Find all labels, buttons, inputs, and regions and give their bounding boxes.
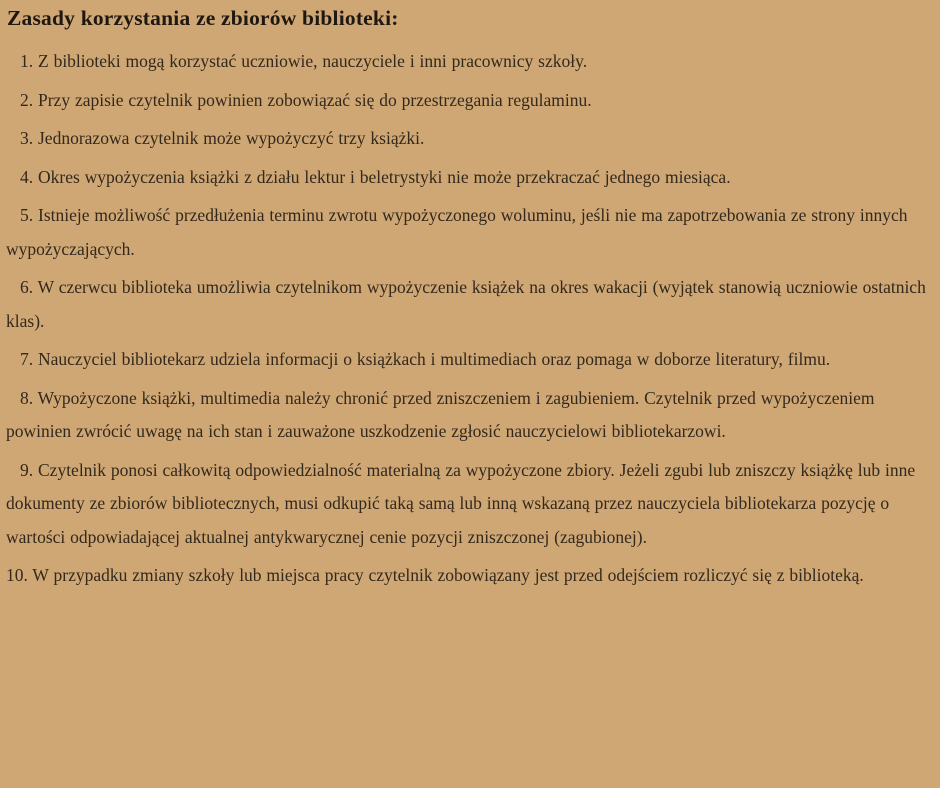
rule-item-1: 1. Z biblioteki mogą korzystać uczniowie, nauczyciele i inni pracownicy szkoły.: [20, 51, 588, 71]
page-title: Zasady korzystania ze zbiorów biblioteki:: [7, 6, 399, 30]
rule-item-5: 5. Istnieje możliwość przedłużenia terminu zwrotu wypożyczonego woluminu, jeśli nie ma zapotrzebowania ze strony innych wypożyczających.: [6, 205, 908, 259]
rule-item-9: 9. Czytelnik ponosi całkowitą odpowiedzialność materialną za wypożyczone zbiory. Jeżeli zgubi lub zniszczy książkę lub inne dokumenty ze zbiorów bibliotecznych, musi odkupić taką samą lub inną wskazaną przez nauczyciela bibliotekarza pozycję o wartości odpowiadającej aktualnej antykwarycznej cenie pozycji zniszczonej (zagubionej).: [6, 459, 916, 547]
rule-item-2: 2. Przy zapisie czytelnik powinien zobowiązać się do przestrzegania regulaminu.: [20, 89, 592, 110]
rule-item-7: 7. Nauczyciel bibliotekarz udziela informacji o książkach i multimediach oraz pomaga w doborze literatury, filmu.: [20, 349, 831, 369]
rule-item-10: 10. W przypadku zmiany szkoły lub miejsca pracy czytelnik zobowiązany jest przed odejściem rozliczyć się z biblioteką.: [6, 565, 864, 585]
rule-item-6: 6. W czerwcu biblioteka umożliwia czytelnikom wypożyczenie książek na okres wakacji (wyjątek stanowią uczniowie ostatnich klas).: [6, 277, 926, 331]
rule-item-3: 3. Jednorazowa czytelnik może wypożyczyć trzy książki.: [20, 128, 425, 148]
rule-item-4: 4. Okres wypożyczenia książki z działu lektur i beletrystyki nie może przekraczać jednego miesiąca.: [20, 166, 731, 187]
rule-item-8: 8. Wypożyczone książki, multimedia należy chronić przed zniszczeniem i zagubieniem. Czytelnik przed wypożyczeniem powinien zwrócić uwagę na ich stan i zauważone uszkodzenie zgłosić nauczycielowi bibliotekarzowi.: [6, 387, 875, 441]
